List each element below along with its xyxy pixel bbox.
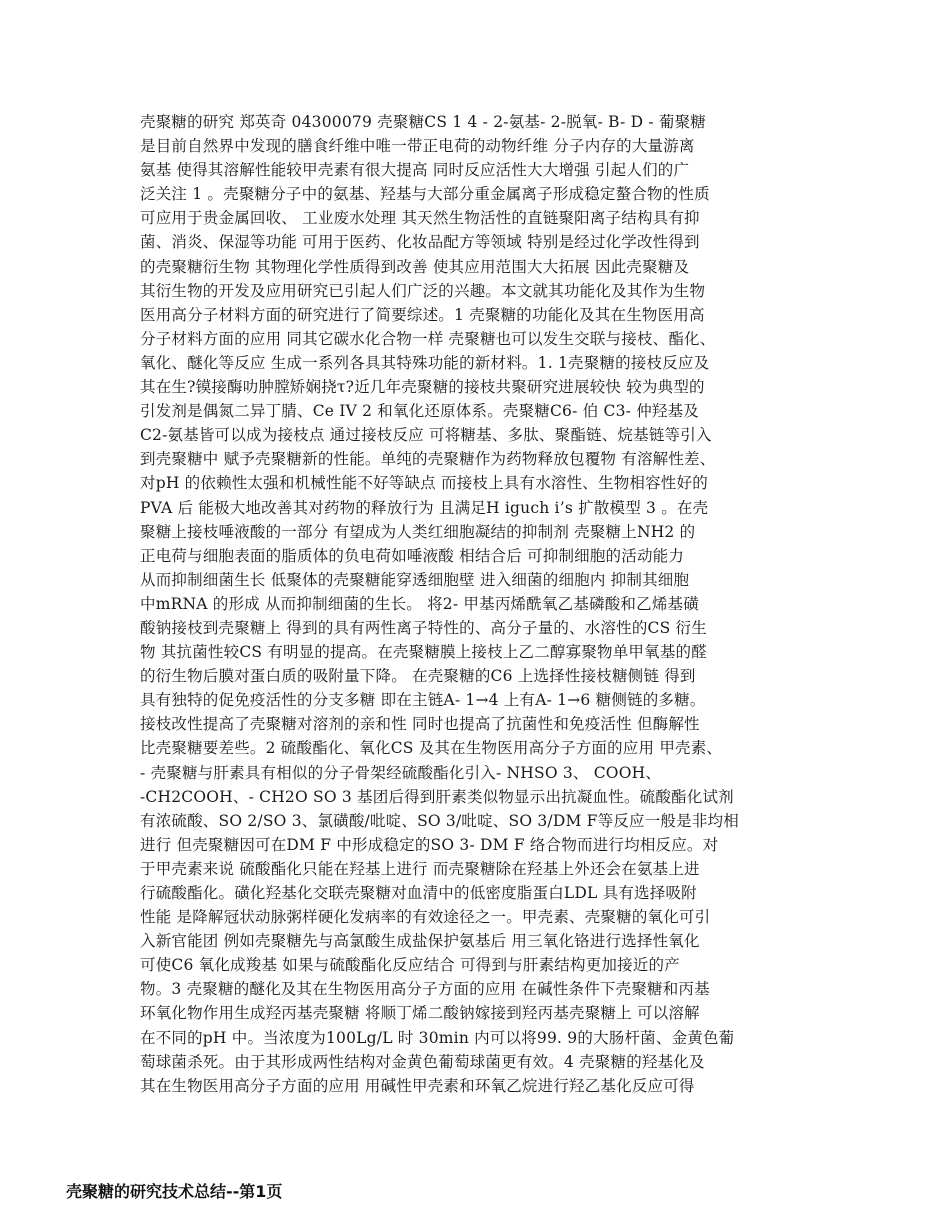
text-line: 对pH 的依赖性太强和机械性能不好等缺点 而接枝上具有水溶性、生物相容性好的	[140, 474, 708, 493]
text-line: 壳聚糖的研究 郑英奇 04300079 壳聚糖CS 1 4 - 2-氨基- 2-脱氧- B- D - 葡聚糖	[140, 113, 707, 131]
text-line: 氧化、醚化等反应 生成一系列各具其特殊功能的新材料。1. 1壳聚糖的接枝反应及	[140, 353, 710, 372]
text-line: 物 其抗菌性较CS 有明显的提高。在壳聚糖膜上接枝上乙二醇寡聚物单甲氧基的醛	[140, 643, 707, 662]
text-line: 比壳聚糖要差些。2 硫酸酯化、氧化CS 及其在生物医用高分子方面的应用 甲壳素、	[140, 739, 723, 758]
text-line: 是目前自然界中发现的膳食纤维中唯一带正电荷的动物纤维 分子内存的大量游离	[140, 137, 695, 156]
text-line: 聚糖上接枝唾液酸的一部分 有望成为人类红细胞凝结的抑制剂 壳聚糖上NH2 的	[140, 522, 696, 541]
text-line: 泛关注 1 。壳聚糖分子中的氨基、羟基与大部分重金属离子形成稳定螯合物的性质	[140, 185, 710, 204]
text-line: 有浓硫酸、SO 2/SO 3、氯磺酸/吡啶、SO 3/吡啶、SO 3/DM F等反应一般是非均相	[140, 811, 739, 830]
text-line: 氨基 使得其溶解性能较甲壳素有很大提高 同时反应活性大大增强 引起人们的广	[140, 161, 690, 180]
text-line: 医用高分子材料方面的研究进行了简要综述。1 壳聚糖的功能化及其在生物医用高	[140, 305, 705, 324]
text-line: 可应用于贵金属回收、 工业废水处理 其天然生物活性的直链聚阳离子结构具有抑	[140, 209, 700, 228]
page-footer: 壳聚糖的研究技术总结--第1页	[66, 1182, 283, 1201]
text-line: 接枝改性提高了壳聚糖对溶剂的亲和性 同时也提高了抗菌性和免疫活性 但酶解性	[140, 715, 700, 734]
text-line: 环氧化物作用生成羟丙基壳聚糖 将顺丁烯二酸钠嫁接到羟丙基壳聚糖上 可以溶解	[140, 1004, 700, 1023]
text-line: 正电荷与细胞表面的脂质体的负电荷如唾液酸 相结合后 可抑制细胞的活动能力	[140, 546, 685, 565]
text-line: 从而抑制细菌生长 低聚体的壳聚糖能穿透细胞壁 进入细菌的细胞内 抑制其细胞	[140, 570, 690, 589]
text-line: C2-氨基皆可以成为接枝点 通过接枝反应 可将糖基、多肽、聚酯链、烷基链等引入	[140, 426, 712, 445]
text-line: 物。3 壳聚糖的醚化及其在生物医用高分子方面的应用 在碱性条件下壳聚糖和丙基	[140, 980, 710, 999]
text-line: 其衍生物的开发及应用研究已引起人们广泛的兴趣。本文就其功能化及其作为生物	[140, 281, 706, 300]
text-line: 进行 但壳聚糖因可在DM F 中形成稳定的SO 3- DM F 络合物而进行均相反应。对	[140, 835, 719, 854]
text-line: PVA 后 能极大地改善其对药物的释放行为 且满足H iguch i’s 扩散模型 3 。在壳	[140, 498, 709, 517]
text-line: 到壳聚糖中 赋予壳聚糖新的性能。单纯的壳聚糖作为药物释放包覆物 有溶解性差、	[140, 450, 716, 469]
text-line: - 壳聚糖与肝素具有相似的分子骨架经硫酸酯化引入- NHSO 3、 COOH、	[140, 763, 662, 782]
text-line: 其在生?镆接酶叻肿膛矫娴挠τ?近几年壳聚糖的接枝共聚研究进展较快 较为典型的	[140, 378, 705, 397]
text-line: 于甲壳素来说 硫酸酯化只能在羟基上进行 而壳聚糖除在羟基上外还会在氨基上进	[140, 859, 700, 878]
text-line: 中mRNA 的形成 从而抑制细菌的生长。 将2- 甲基丙烯酰氧乙基磷酸和乙烯基磺	[140, 594, 699, 613]
body-text	[140, 110, 820, 1098]
text-line: -CH2COOH、- CH2O SO 3 基团后得到肝素类似物显示出抗凝血性。硫酸酯化试剂	[140, 787, 734, 806]
text-line: 引发剂是偶氮二异丁腈、Ce IV 2 和氧化还原体系。壳聚糖C6- 伯 C3- 仲羟基及	[140, 402, 699, 421]
text-line: 入新官能团 例如壳聚糖先与高氯酸生成盐保护氨基后 用三氧化铬进行选择性氧化	[140, 932, 700, 951]
text-line: 分子材料方面的应用 同其它碳水化合物一样 壳聚糖也可以发生交联与接枝、酯化、	[140, 329, 716, 348]
text-line: 酸钠接枝到壳聚糖上 得到的具有两性离子特性的、高分子量的、水溶性的CS 衍生	[140, 618, 707, 637]
text-line: 性能 是降解冠状动脉粥样硬化发病率的有效途径之一。甲壳素、壳聚糖的氧化可引	[140, 908, 711, 927]
text-line: 可使C6 氧化成羧基 如果与硫酸酯化反应结合 可得到与肝素结构更加接近的产	[140, 956, 680, 975]
text-line: 菌、消炎、保湿等功能 可用于医药、化妆品配方等领域 特别是经过化学改性得到	[140, 233, 700, 252]
text-line: 萄球菌杀死。由于其形成两性结构对金黄色葡萄球菌更有效。4 壳聚糖的羟基化及	[140, 1052, 705, 1071]
text-line: 在不同的pH 中。当浓度为100Lg/L 时 30min 内可以将99. 9的大肠杆菌、金黄色葡	[140, 1028, 735, 1047]
text-line: 行硫酸酯化。磺化羟基化交联壳聚糖对血清中的低密度脂蛋白LDL 具有选择吸附	[140, 884, 697, 902]
text-line: 其在生物医用高分子方面的应用 用碱性甲壳素和环氧乙烷进行羟乙基化反应可得	[140, 1076, 695, 1095]
text-line: 的衍生物后膜对蛋白质的吸附量下降。 在壳聚糖的C6 上选择性接枝糖侧链 得到	[140, 667, 696, 686]
text-line: 的壳聚糖衍生物 其物理化学性质得到改善 使其应用范围大大拓展 因此壳聚糖及	[140, 257, 690, 276]
text-line: 具有独特的促免疫活性的分支多糖 即在主链A- 1→4 上有A- 1→6 糖侧链的多糖。	[140, 691, 706, 710]
